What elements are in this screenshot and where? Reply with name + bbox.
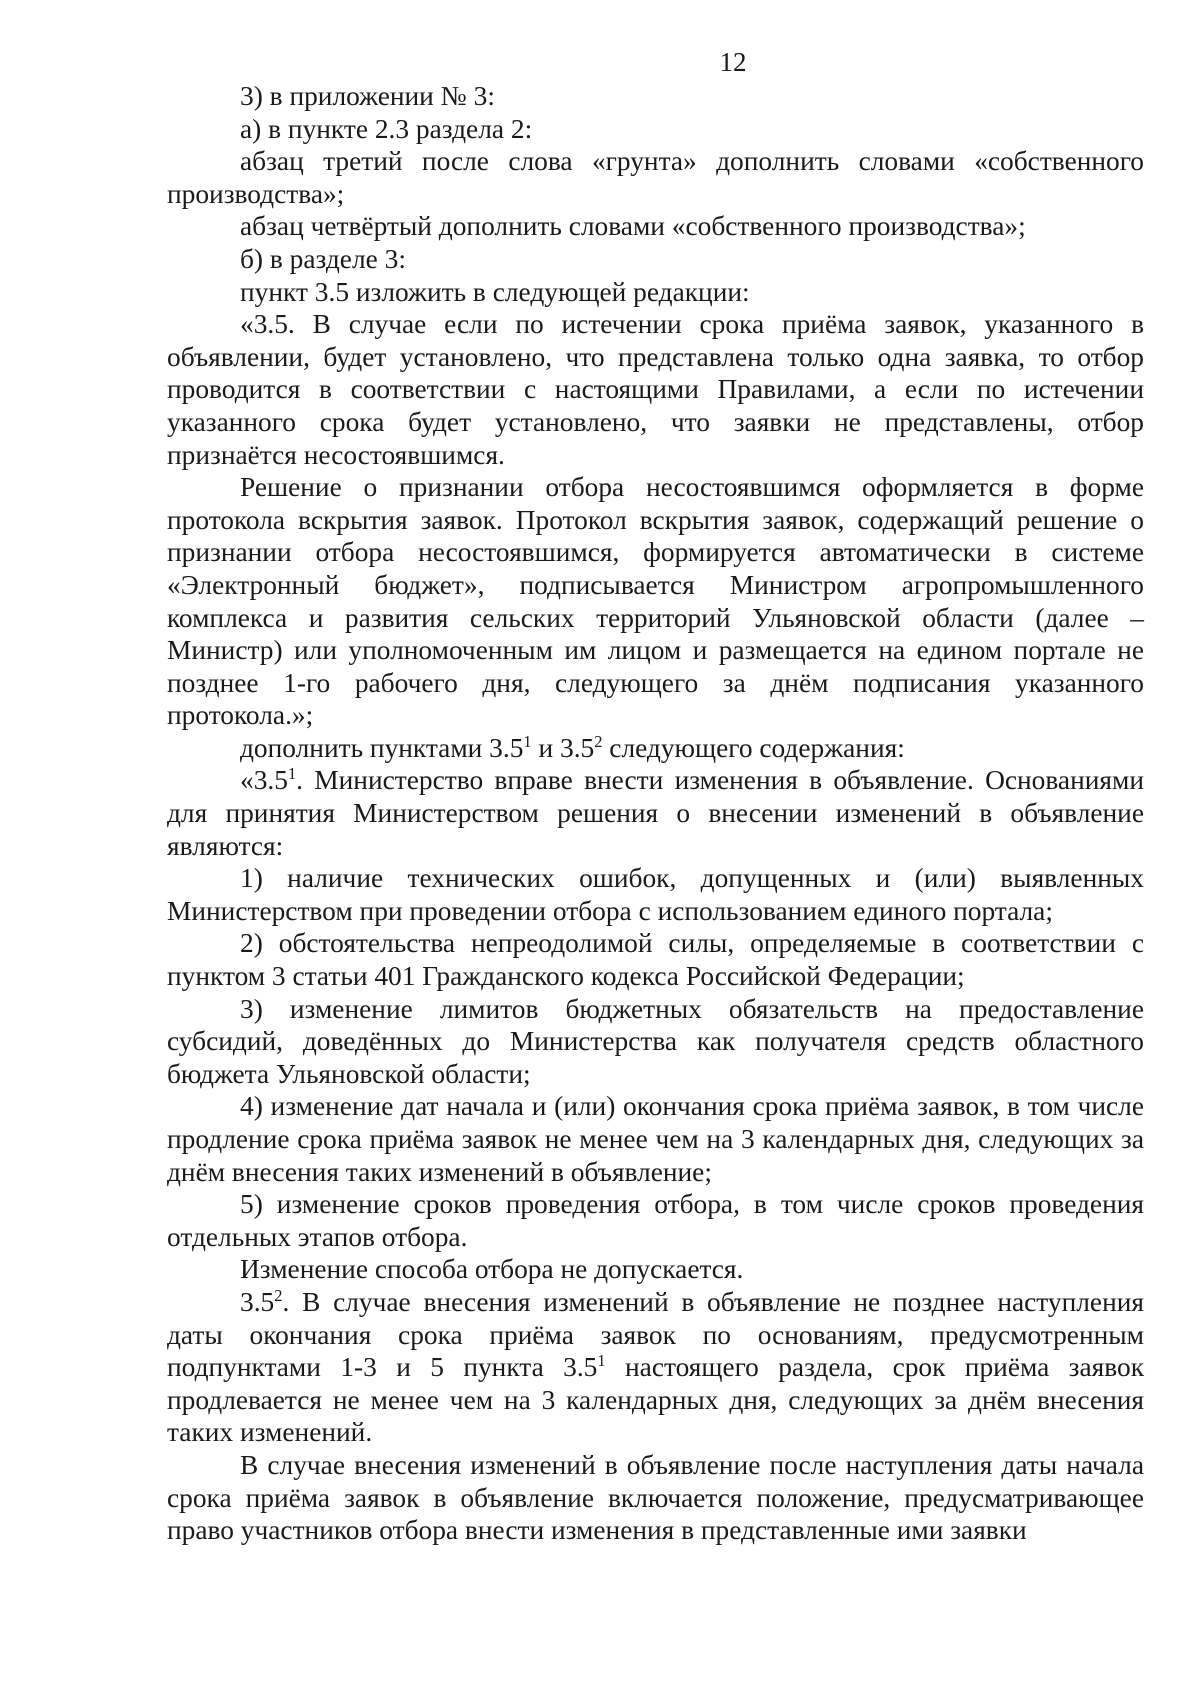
paragraph-ground-1: 1) наличие технических ошибок, допущенных и (или) выявленных Министерством при проведении отбора с использованием единого портала; <box>167 863 1144 926</box>
paragraph-point-3-5-1: «$3.5^1$. Министерство вправе внести изменения в объявление. Основаниями для принятия Министерством решения о внесении изменений в объявление являются: <box>167 764 1144 861</box>
paragraph-fourth-abzac: абзац четвёртый дополнить словами «собственного производства»; <box>240 211 1026 242</box>
paragraph-add-points: дополнить пунктами $3.5^1$ и $3.5^2$ следующего содержания: <box>240 731 905 763</box>
paragraph-point-3-5: «3.5. В случае если по истечении срока приёма заявок, указанного в объявлении, будет установлено, что представлена только одна заявка, то отбор проводится в соответствии с настоящими Правилами, а если по истечении указанного срока будет установлено, что заявки не представлены, отбор признаётся несостоявшимся. <box>167 309 1144 470</box>
page-number: 12 <box>719 47 747 77</box>
paragraph-after-start: В случае внесения изменений в объявление после наступления даты начала срока приёма заявок в объявление включается положение, предусматривающее право участников отбора внести изменения в представленные ими заявки <box>167 1449 1144 1546</box>
paragraph-item-a: а) в пункте 2.3 раздела 2: <box>240 113 533 144</box>
paragraph-third-abzac: абзац третий после слова «грунта» дополнить словами «собственного производства»; <box>167 146 1144 209</box>
paragraph-appendix-3: 3) в приложении № 3: <box>240 81 495 111</box>
paragraph-ground-4: 4) изменение дат начала и (или) окончания срока приёма заявок, в том числе продление срока приёма заявок не менее чем на 3 календарных дня, следующих за днём внесения таких изменений в объявление; <box>167 1091 1144 1187</box>
document-page <box>167 46 1144 1547</box>
paragraph-point-3-5-2: $3.5^2$. В случае внесения изменений в объявление не позднее наступления даты окончания срока приёма заявок по основаниям, предусмотренным подпунктами 1-3 и 5 пункта $3.5^1$ настоящего раздела, срок приёма заявок продлевается не менее чем на 3 календарных дня, следующих за днём внесения таких изменений. <box>167 1285 1144 1448</box>
paragraph-item-b: б) в разделе 3: <box>240 243 406 274</box>
paragraph-ground-2: 2) обстоятельства непреодолимой силы, определяемые в соответствии с пунктом 3 статьи 401 Гражданского кодекса Российской Федерации; <box>167 928 1144 992</box>
paragraph-protocol-decision: Решение о признании отбора несостоявшимся оформляется в форме протокола вскрытия заявок. Протокол вскрытия заявок, содержащий решение о признании отбора несостоявшимся, формируется автоматически в системе «Электронный бюджет», подписывается Министром агропромышленного комплекса и развития сельских территорий Ульяновской области (далее – Министр) или уполномоченным им лицом и размещается на едином портале не позднее 1-го рабочего дня, следующего за днём подписания указанного протокола.»; <box>167 472 1144 731</box>
paragraph-ground-5: 5) изменение сроков проведения отбора, в том числе сроков проведения отдельных этапов отбора. <box>167 1189 1144 1252</box>
paragraph-ground-3: 3) изменение лимитов бюджетных обязательств на предоставление субсидий, доведённых до Министерства как получателя средств областного бюджета Ульяновской области; <box>167 993 1144 1089</box>
paragraph-method-change: Изменение способа отбора не допускается. <box>240 1254 744 1285</box>
paragraph-point-3-5-intro: пункт 3.5 изложить в следующей редакции: <box>240 276 750 307</box>
